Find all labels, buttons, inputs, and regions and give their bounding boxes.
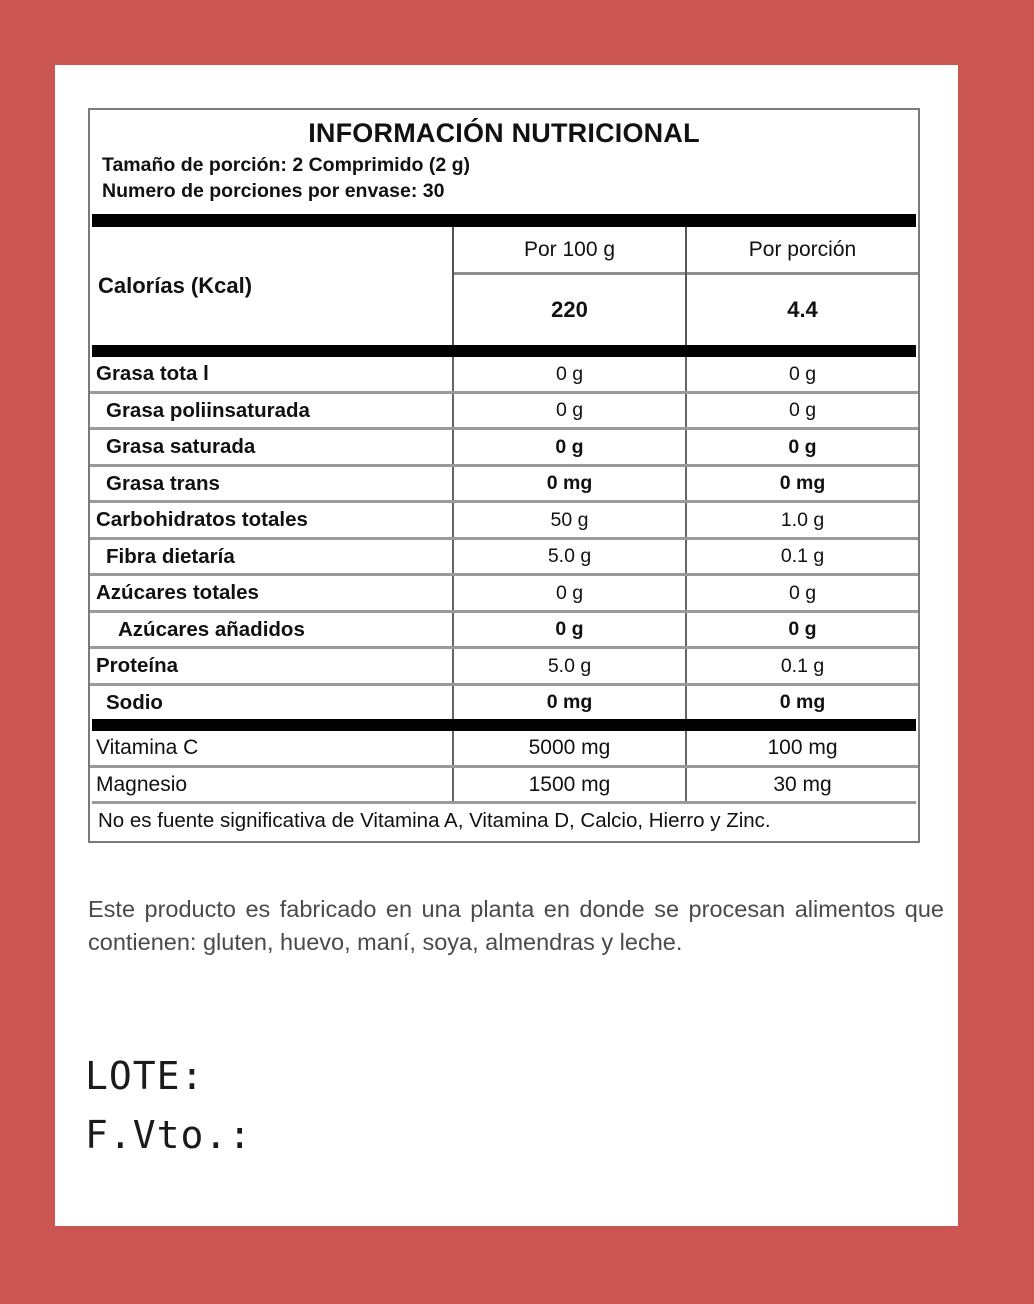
nutrient-value-per-100g: 0 g [454, 430, 687, 464]
nutrient-name: Grasa tota l [90, 357, 454, 391]
vitamin-value-per-serving: 100 mg [767, 736, 838, 760]
nutrient-value-per-100g: 0 g [454, 613, 687, 647]
nutrient-name: Proteína [90, 649, 454, 683]
calories-value-per-100g: 220 [551, 297, 588, 323]
vitamin-value-per-serving: 30 mg [773, 772, 832, 796]
vitamin-rows-group [90, 731, 918, 801]
table-row [90, 731, 918, 768]
product-label-panel [55, 65, 958, 1226]
nutrient-value-per-serving: 0 g [788, 362, 817, 385]
column-header-per-100g: Por 100 g [454, 227, 685, 275]
nutrient-value-per-100g: 0 mg [454, 467, 687, 501]
nutrition-facts-header [90, 110, 918, 214]
table-row [90, 540, 918, 577]
nutrient-name: Azúcares totales [90, 576, 454, 610]
nutrition-facts-table [88, 108, 920, 843]
nutrient-value-per-serving: 0 g [788, 618, 817, 641]
nutrient-value-per-serving: 0 g [788, 399, 817, 422]
nutrient-value-per-100g: 0 g [454, 576, 687, 610]
nutrient-value-per-serving: 1.0 g [780, 508, 825, 531]
vitamin-name: Vitamina C [90, 731, 454, 765]
nutrient-value-per-100g: 0 g [454, 357, 687, 391]
servings-per-container-text: Numero de porciones por envase: 30 [102, 179, 445, 202]
table-row [90, 503, 918, 540]
calories-block [90, 227, 918, 345]
serving-size-text: Tamaño de porción: 2 Comprimido (2 g) [102, 154, 470, 176]
table-row [90, 357, 918, 394]
vitamin-name: Magnesio [90, 768, 454, 802]
nutrient-name: Azúcares añadidos [90, 613, 454, 647]
vitamin-value-per-100g: 1500 mg [454, 768, 687, 802]
nutrient-name: Sodio [90, 686, 454, 720]
nutrient-value-per-100g: 5.0 g [454, 540, 687, 574]
nutrient-value-per-serving: 0.1 g [780, 654, 825, 677]
nutrient-value-per-100g: 0 g [454, 394, 687, 428]
column-header-per-serving: Por porción [687, 227, 918, 275]
page-title: INFORMACIÓN NUTRICIONAL [308, 118, 700, 148]
nutrient-name: Grasa saturada [90, 430, 454, 464]
nutrient-value-per-serving: 0 mg [779, 472, 826, 495]
table-row [90, 649, 918, 686]
nutrient-value-per-100g: 50 g [454, 503, 687, 537]
divider-thick-top [92, 214, 916, 227]
divider-thick-vitamins [92, 719, 916, 731]
table-row [90, 394, 918, 431]
vitamin-value-per-100g: 5000 mg [454, 731, 687, 765]
calories-value-per-serving: 4.4 [787, 297, 818, 323]
nutrient-value-per-100g: 5.0 g [454, 649, 687, 683]
lot-label: LOTE: [85, 1054, 205, 1098]
expiry-label: F.Vto.: [85, 1112, 253, 1157]
batch-code-block [85, 1047, 252, 1165]
nutrient-value-per-serving: 0 g [788, 435, 817, 458]
nutrient-value-per-serving: 0.1 g [780, 545, 825, 568]
nutrient-name: Grasa poliinsaturada [90, 394, 454, 428]
nutrient-name: Carbohidratos totales [90, 503, 454, 537]
footnote-text: No es fuente significativa de Vitamina A, Vitamina D, Calcio, Hierro y Zinc. [98, 809, 771, 833]
nutrient-name: Grasa trans [90, 467, 454, 501]
nutrient-value-per-100g: 0 mg [454, 686, 687, 720]
nutrient-name: Fibra dietaría [90, 540, 454, 574]
table-row [90, 686, 918, 720]
table-row [90, 576, 918, 613]
divider-thick-middle [92, 345, 916, 357]
table-row [90, 768, 918, 802]
nutrient-rows-group [90, 357, 918, 719]
nutrient-value-per-serving: 0 g [788, 581, 817, 604]
table-row [90, 430, 918, 467]
nutrient-value-per-serving: 0 mg [779, 691, 826, 714]
allergen-notice-text: Este producto es fabricado en una planta en donde se procesan alimentos que contienen: gluten, huevo, maní, soya, almendras y leche. [88, 896, 944, 956]
calories-label: Calorías (Kcal) [90, 227, 454, 345]
table-row [90, 467, 918, 504]
table-row [90, 613, 918, 650]
